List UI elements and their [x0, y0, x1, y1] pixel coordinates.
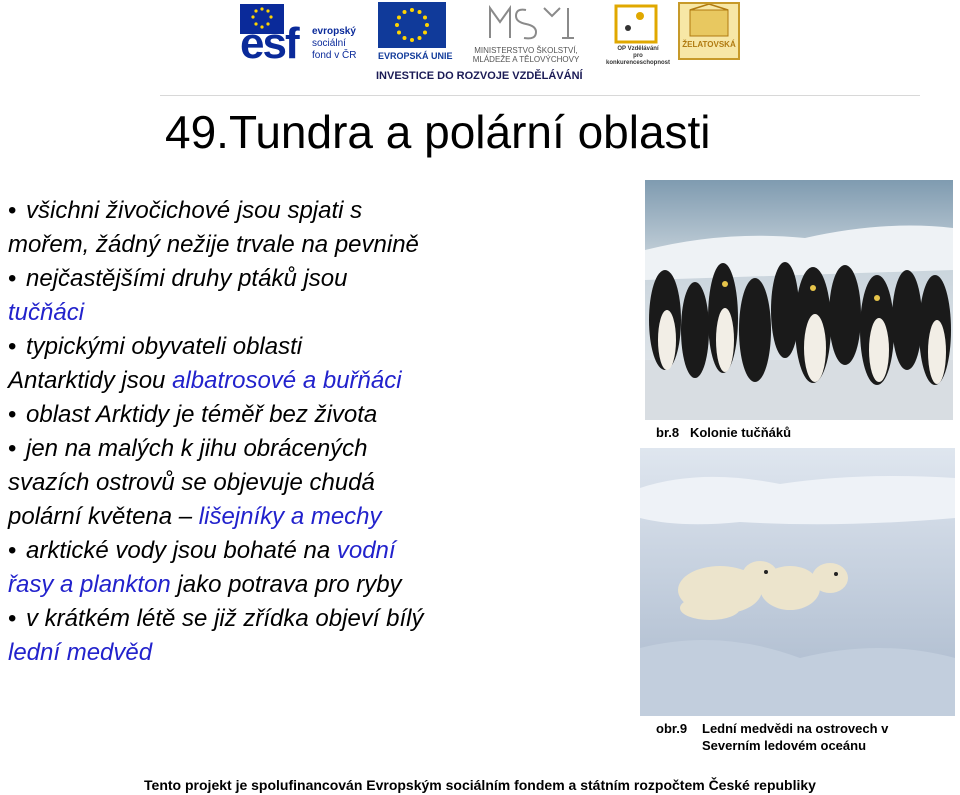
photo2-caption-line1: Lední medvědi na ostrovech v: [702, 721, 889, 736]
bullet-dot-icon: •: [8, 265, 17, 292]
investice-slogan: INVESTICE DO ROZVOJE VZDĚLÁVÁNÍ: [376, 70, 583, 82]
bullet-term: lední medvěd: [8, 639, 153, 666]
op-line2: pro konkurenceschopnost: [605, 53, 670, 66]
esf-line1: evropský: [312, 26, 356, 37]
esf-line2: sociální: [312, 38, 346, 49]
bullet-item: [8, 194, 633, 262]
zelatovska-label: ŽELATOVSKÁ: [682, 40, 736, 49]
bullet-item: [8, 330, 633, 398]
photo1-caption: [656, 425, 791, 440]
bullet-term: albatrosové a buřňáci: [172, 367, 402, 394]
photo1-caption-num: br.8: [656, 425, 680, 440]
eu-flag-icon: [378, 2, 446, 48]
bullet-text: arktické vody jsou bohaté na: [26, 537, 337, 564]
bullet-text: typickými obyvateli oblasti: [26, 333, 303, 360]
photo2-caption-num: obr.9: [656, 721, 688, 736]
bullet-term: lišejníky a mechy: [198, 503, 382, 530]
bullet-item: [8, 432, 633, 534]
eu-label: EVROPSKÁ UNIE: [378, 51, 453, 61]
bullet-dot-icon: •: [8, 401, 17, 428]
penguin-colony-photo: [645, 180, 953, 420]
bullet-text: svazích ostrovů se objevuje chudá: [8, 469, 375, 496]
op-logo: [604, 2, 672, 66]
op-line1: OP Vzdělávání: [617, 46, 659, 52]
header-divider: [160, 95, 920, 96]
bullet-dot-icon: •: [8, 435, 17, 462]
msmt-text: [456, 46, 596, 64]
bullet-list: [8, 194, 633, 670]
eu-logo: [378, 2, 453, 64]
bullet-text: mořem, žádný nežije trvale na pevnině: [8, 231, 419, 258]
photo2-caption: [656, 720, 888, 754]
msmt-line1: MINISTERSTVO ŠKOLSTVÍ,: [474, 46, 578, 55]
bullet-item: [8, 534, 633, 602]
bullet-item: [8, 262, 633, 330]
footer-text: Tento projekt je spolufinancován Evropským sociálním fondem a státním rozpočtem České republiky: [144, 777, 816, 793]
bullet-text: jen na malých k jihu obrácených: [26, 435, 368, 462]
bullet-item: [8, 602, 633, 670]
esf-line3: fond v ČR: [312, 50, 357, 61]
bullet-text: nejčastějšími druhy ptáků jsou: [26, 265, 348, 292]
bullet-dot-icon: •: [8, 537, 17, 564]
bullet-text: oblast Arktidy je téměř bez života: [26, 401, 378, 428]
polar-bears-photo: [640, 448, 955, 716]
msmt-line2: MLÁDEŽE A TĚLOVÝCHOVY: [472, 55, 580, 64]
bullet-dot-icon: •: [8, 333, 17, 360]
esf-text: [312, 26, 356, 62]
bullet-term: řasy a plankton: [8, 571, 171, 598]
bullet-text: polární květena –: [8, 503, 199, 530]
photo1-caption-text: Kolonie tučňáků: [689, 425, 792, 440]
bullet-item: [8, 398, 633, 432]
photo2-caption-line2: Severním ledovém oceánu: [702, 738, 867, 753]
school-crest-icon: [680, 4, 738, 38]
msmt-logo: [456, 2, 596, 66]
partner-logo-bar: [0, 0, 960, 90]
bullet-text: Antarktidy jsou: [8, 367, 173, 394]
bullet-dot-icon: •: [8, 605, 17, 632]
bullet-term: tučňáci: [8, 299, 85, 326]
bullet-dot-icon: •: [8, 197, 17, 224]
op-text: [604, 46, 672, 67]
esf-letters: esf: [240, 19, 298, 68]
zelatovska-logo: [678, 2, 740, 60]
esf-logo: [240, 4, 370, 68]
op-emblem-icon: [604, 2, 672, 44]
slide-title: 49.Tundra a polární oblasti: [165, 106, 711, 158]
bullet-term: vodní: [336, 537, 396, 564]
msmt-emblem-icon: [456, 2, 596, 44]
bullet-text: všichni živočichové jsou spjati s: [26, 197, 363, 224]
bullet-text: v krátkém létě se již zřídka objeví bílý: [26, 605, 424, 632]
bullet-text: jako potrava pro ryby: [170, 571, 402, 598]
